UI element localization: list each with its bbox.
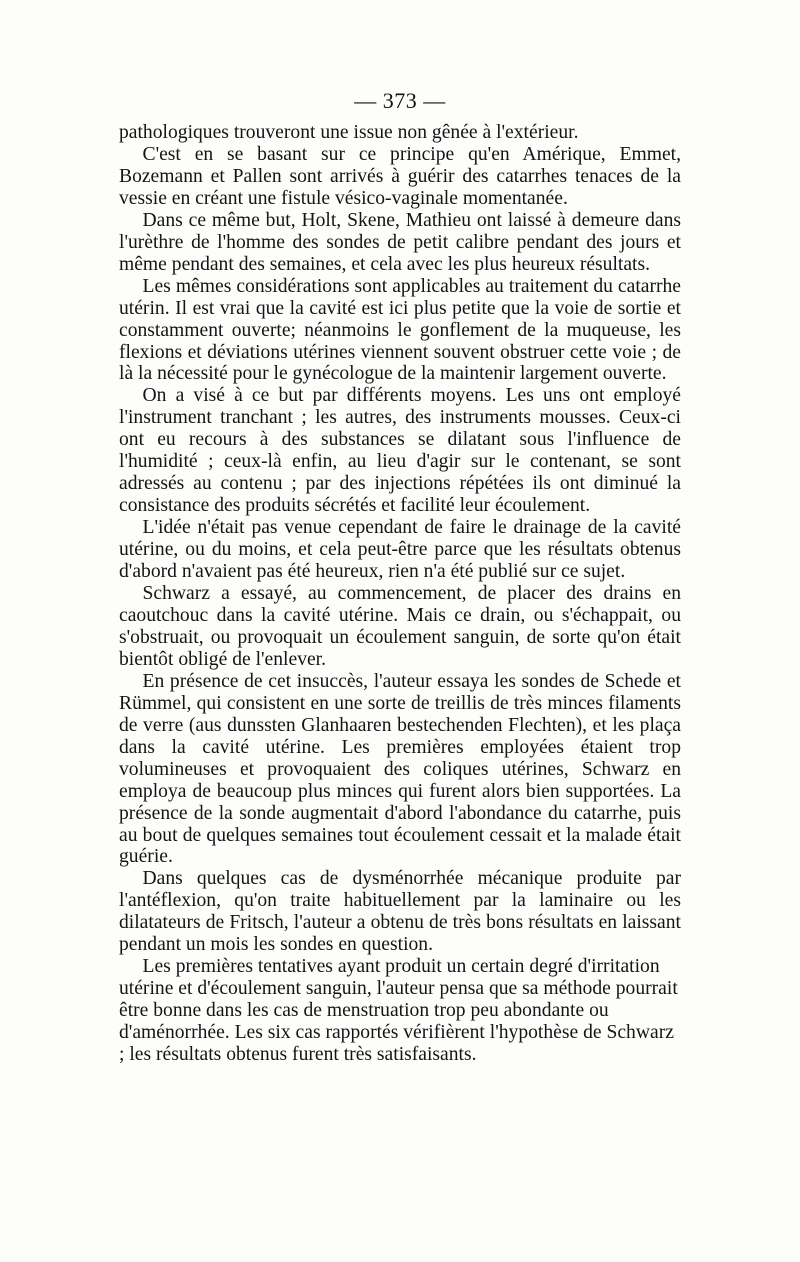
paragraph: Les premières tentatives ayant produit un certain degré d'irritation utérine et d'écoulement sanguin, l'auteur pensa que sa méthode pourrait être bonne dans les cas de menstruation trop peu abondante ou d'aménorrhée. Les six cas rapportés vérifièrent l'hypothèse de Schwarz ; les résultats obtenus furent très satisfaisants. bbox=[119, 956, 678, 1066]
body-text bbox=[119, 122, 681, 1066]
page-number: — 373 — bbox=[354, 88, 446, 113]
paragraph: C'est en se basant sur ce principe qu'en Amérique, Emmet, Bozemann et Pallen sont arrivés à guérir des catarrhes tenaces de la vessie en créant une fistule vésico-vaginale momentanée. bbox=[119, 143, 681, 209]
paragraph: En présence de cet insuccès, l'auteur essaya les sondes de Schede et Rümmel, qui consistent en une sorte de treillis de très minces filaments de verre (aus dunssten Glanhaaren bestechenden Flechten), et les plaça dans la cavité utérine. Les premières employées étaient trop volumineuses et provoquaient des coliques utérines, Schwarz en employa de beaucoup plus minces qui furent alors bien supportées. La présence de la sonde augmentait d'abord l'abondance du catarrhe, puis au bout de quelques semaines tout écoulement cessait et la malade était guérie. bbox=[119, 670, 681, 868]
paragraph: On a visé à ce but par différents moyens. Les uns ont employé l'instrument tranchant ; les autres, des instruments mousses. Ceux-ci ont eu recours à des substances se dilatant sous l'influence de l'humidité ; ceux-là enfin, au lieu d'agir sur le contenant, se sont adressés au contenu ; par des injections répétées ils ont diminué la consistance des produits sécrétés et facilité leur écoulement. bbox=[119, 385, 681, 517]
paragraph: Schwarz a essayé, au commencement, de placer des drains en caoutchouc dans la cavité utérine. Mais ce drain, ou s'échappait, ou s'obstruait, ou provoquait un écoulement sanguin, de sorte qu'on était bientôt obligé de l'enlever. bbox=[119, 583, 681, 670]
paragraph: pathologiques trouveront une issue non gênée à l'extérieur. bbox=[119, 122, 579, 143]
paragraph: Dans quelques cas de dysménorrhée mécanique produite par l'antéflexion, qu'on traite habituellement par la laminaire ou les dilatateurs de Fritsch, l'auteur a obtenu de très bons résultats en laissant pendant un mois les sondes en question. bbox=[119, 868, 681, 956]
paragraph: Dans ce même but, Holt, Skene, Mathieu ont laissé à demeure dans l'urèthre de l'homme des sondes de petit calibre pendant des jours et même pendant des semaines, et cela avec les plus heureux résultats. bbox=[119, 209, 681, 275]
paragraph: Les mêmes considérations sont applicables au traitement du catarrhe utérin. Il est vrai que la cavité est ici plus petite que la voie de sortie et constamment ouverte; néanmoins le gonflement de la muqueuse, les flexions et déviations utérines viennent souvent obstruer cette voie ; de là la nécessité pour le gynécologue de la maintenir largement ouverte. bbox=[119, 275, 681, 385]
paragraph: L'idée n'était pas venue cependant de faire le drainage de la cavité utérine, ou du moins, et cela peut-être parce que les résultats obtenus d'abord n'avaient pas été heureux, rien n'a été publié sur ce sujet. bbox=[119, 517, 681, 583]
